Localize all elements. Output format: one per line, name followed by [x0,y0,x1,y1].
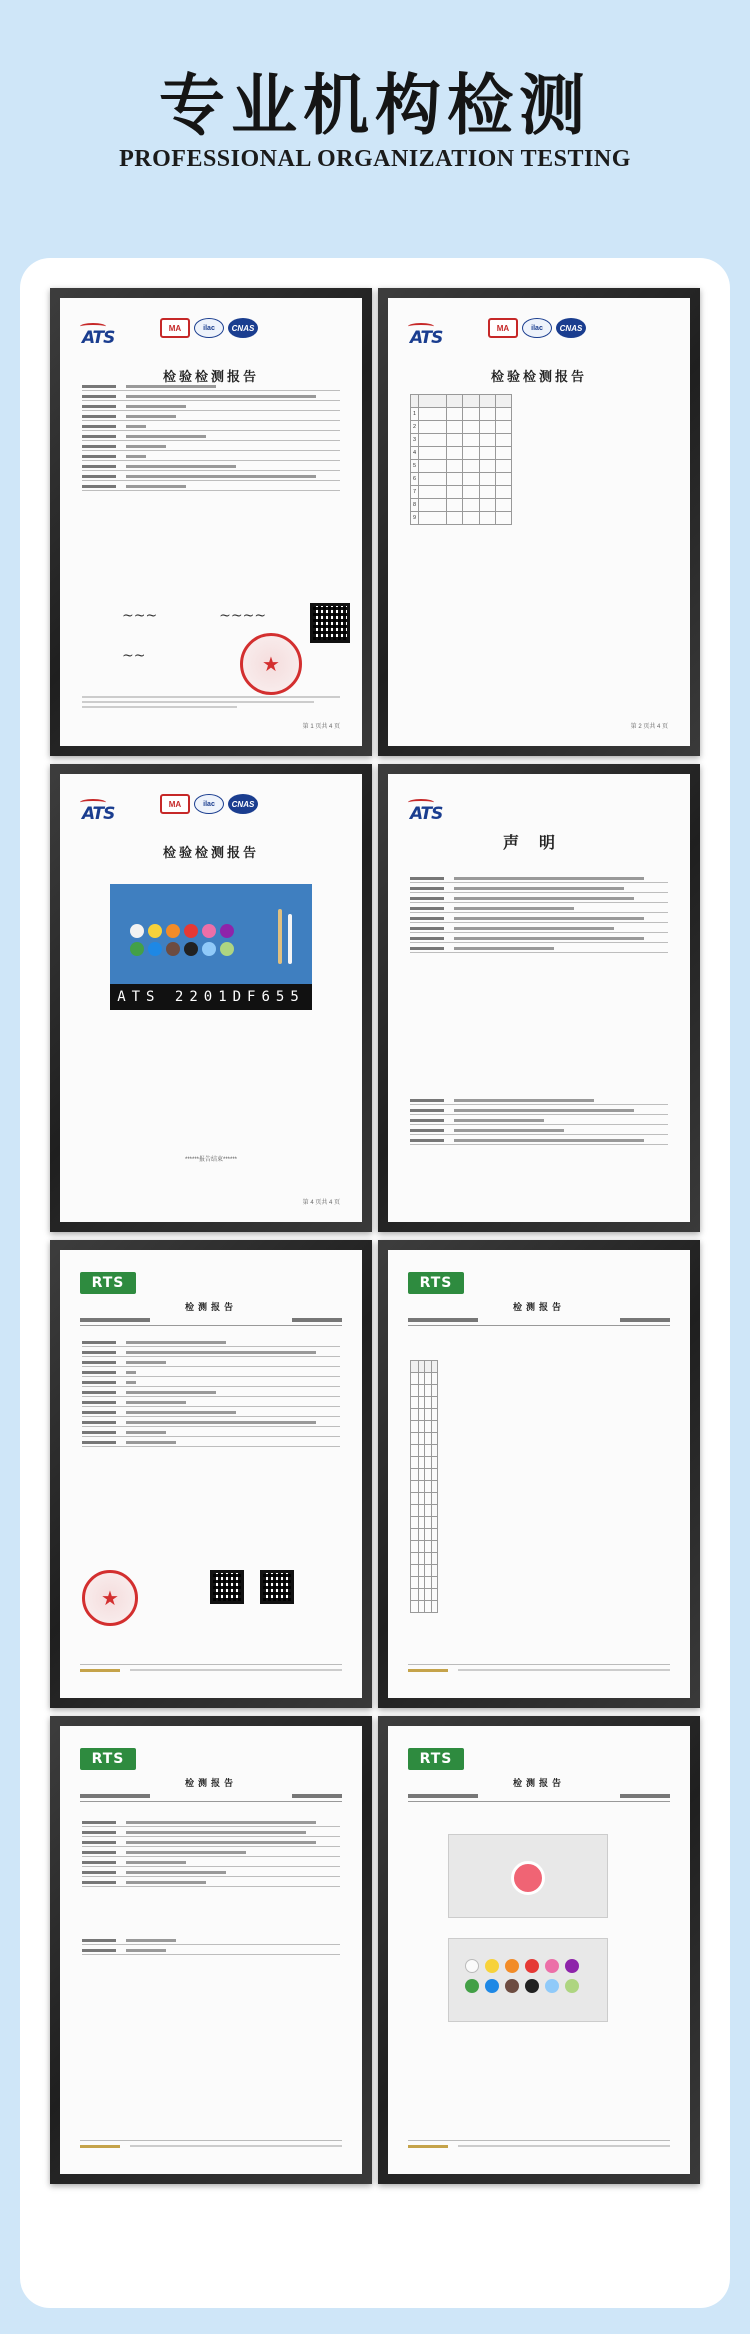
document-title: 检测报告 [184,1302,237,1312]
table-row [411,1517,438,1529]
document-title: 检验检测报告 [162,846,259,861]
report-footer [80,1664,342,1680]
signature-image: ~~~ [122,608,158,624]
results-table [410,1360,438,1613]
qr-code-icon [260,1570,294,1604]
table-row [411,1421,438,1433]
cnas-mark-icon: CNAS [228,318,258,338]
table-row [411,1493,438,1505]
fine-print [82,696,340,708]
ma-certification-mark-icon: MA [160,318,190,338]
table-row [411,1457,438,1469]
signature-row [82,608,340,624]
report-fields [82,1346,340,1456]
page-number: 第 1 页共 4 页 [302,724,340,730]
ats-report-page-2 [388,298,690,746]
qr-code-icon [210,1570,244,1604]
document-title: 检测报告 [512,1778,565,1788]
report-meta [408,1794,670,1802]
report-footer [80,2140,342,2156]
certificate-frame-ats-report-2 [378,288,700,756]
ilac-mra-mark-icon: ilac [194,318,224,338]
rts-logo: RTS [408,1272,464,1294]
page-header [0,0,750,250]
certificate-frame-rts-report-1 [50,1240,372,1708]
table-row [411,1409,438,1421]
rts-logo: RTS [408,1748,464,1770]
official-seal-icon: ★ [82,1570,138,1626]
qr-code-icon [310,603,350,643]
ilac-mra-mark-icon: ilac [522,318,552,338]
report-end-note: ******报告结束****** [184,1157,238,1163]
table-row [411,1445,438,1457]
ats-report-page-1 [60,298,362,746]
certificate-frame-rts-report-3 [50,1716,372,2184]
table-row [411,1373,438,1385]
ma-certification-mark-icon: MA [488,318,518,338]
rts-report-page-2 [388,1250,690,1698]
paint-pot-icon [511,1861,545,1895]
report-notes [82,1826,340,1896]
rts-logo: RTS [80,1272,136,1294]
table-row [411,1553,438,1565]
report-footer [408,2140,670,2156]
ats-logo: ATS [410,804,443,824]
table-row [411,1505,438,1517]
rts-logo: RTS [80,1748,136,1770]
sample-photo [448,1938,608,2022]
certificates-panel [20,258,730,2308]
rts-report-page-1 [60,1250,362,1698]
table-row: 7 [411,486,512,499]
sample-description [82,1944,340,1964]
page-subtitle: PROFESSIONAL ORGANIZATION TESTING [119,146,631,172]
company-info [410,1104,668,1154]
table-row: 1 [411,408,512,421]
document-title: 检验检测报告 [490,370,587,385]
certificate-frame-ats-report-3 [50,764,372,1232]
brush-icon [288,914,292,964]
report-meta [80,1794,342,1802]
report-fields [82,390,340,500]
page-number: 第 4 页共 4 页 [302,1200,340,1206]
certificate-frame-ats-report-1 [50,288,372,756]
ma-certification-mark-icon: MA [160,794,190,814]
ilac-mra-mark-icon: ilac [194,794,224,814]
table-row: 2 [411,421,512,434]
ats-report-page-4 [60,774,362,1222]
table-row [411,1529,438,1541]
report-meta [80,1318,342,1326]
table-row [411,1481,438,1493]
ats-logo: ATS [410,328,443,348]
cnas-mark-icon: CNAS [556,318,586,338]
page-number: 第 2 页共 4 页 [630,724,668,730]
document-title: 检测报告 [184,1778,237,1788]
table-row [411,1601,438,1613]
certificate-frame-rts-report-2 [378,1240,700,1708]
table-row [411,1397,438,1409]
table-row: 9 [411,512,512,525]
table-row [411,1385,438,1397]
report-meta [408,1318,670,1326]
document-title: 检验检测报告 [162,370,259,385]
table-row [411,1589,438,1601]
table-row: 4 [411,447,512,460]
cnas-mark-icon: CNAS [228,794,258,814]
table-row: 6 [411,473,512,486]
certificate-frame-rts-report-4 [378,1716,700,2184]
table-row: 5 [411,460,512,473]
sample-label: ATS 2201DF655 [110,984,312,1010]
document-title: 检测报告 [512,1302,565,1312]
signature-image: ~~ [122,648,146,664]
brush-icon [278,909,282,964]
table-row [411,1565,438,1577]
official-seal-icon: ★ [240,633,302,695]
paint-pots [130,924,234,956]
paint-pots [465,1959,579,1993]
statement-title: 声明 [502,833,575,852]
certificate-frame-ats-statement [378,764,700,1232]
page-title: 专业机构检测 [159,67,591,144]
table-row [411,1433,438,1445]
report-footer [408,1664,670,1680]
sample-photo [448,1834,608,1918]
rts-report-page-3 [60,1726,362,2174]
table-row: 3 [411,434,512,447]
table-row [411,1469,438,1481]
ats-logo: ATS [82,804,115,824]
sample-photo [110,884,312,1010]
table-row [411,1577,438,1589]
table-row [411,1541,438,1553]
ats-statement-page [388,774,690,1222]
table-row: 8 [411,499,512,512]
statement-clauses [410,882,668,962]
ats-logo: ATS [82,328,115,348]
rts-report-page-4 [388,1726,690,2174]
signature-image: ~~~~ [219,608,267,624]
results-table [410,394,512,525]
